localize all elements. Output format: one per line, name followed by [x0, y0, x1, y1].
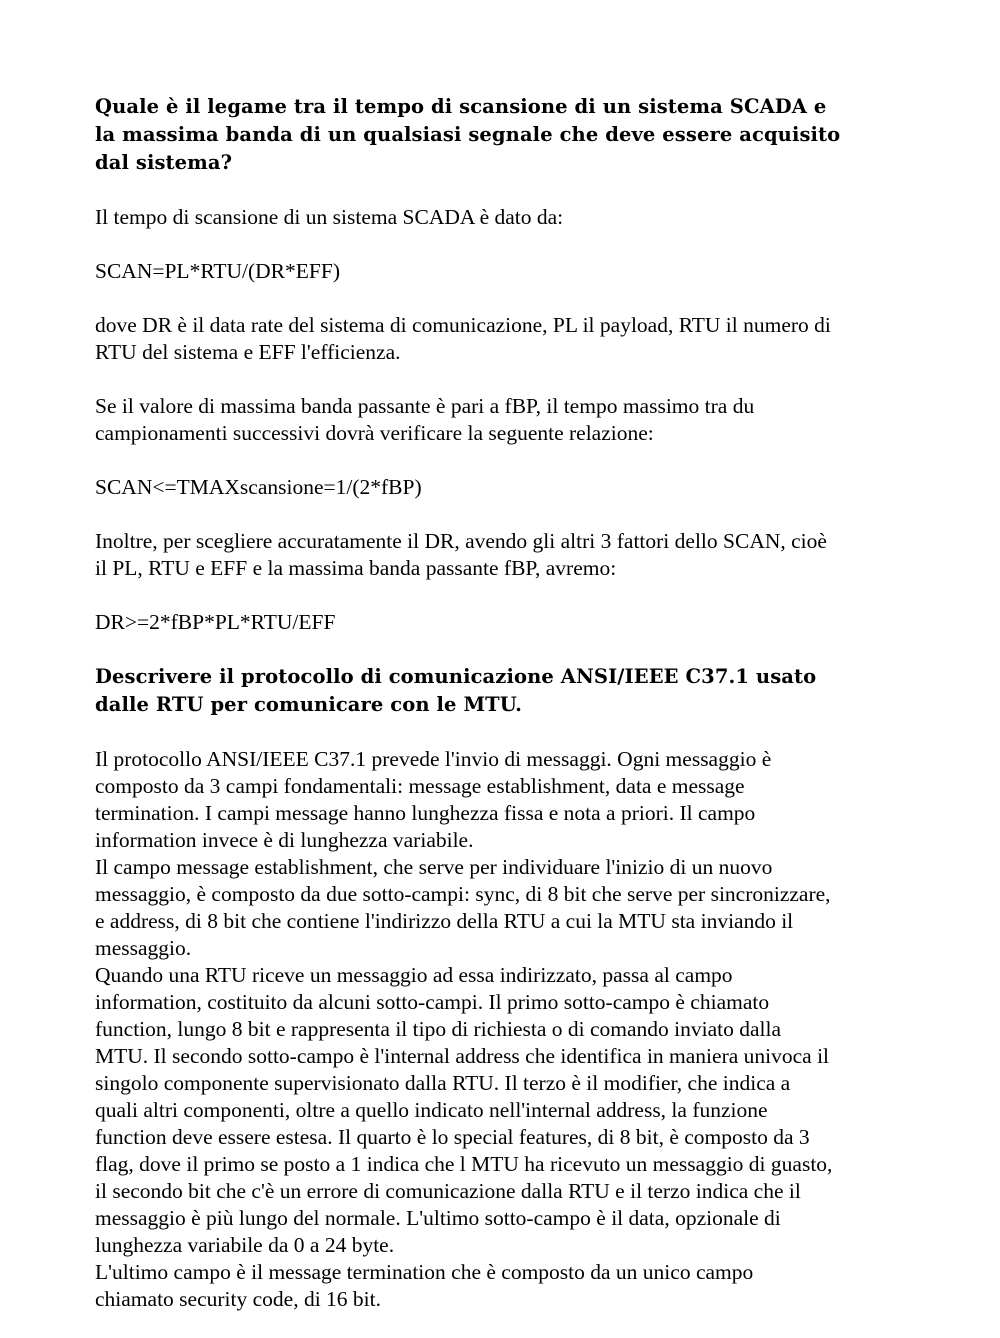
- heading-line: la massima banda di un qualsiasi segnale che deve essere acquisito: [95, 123, 841, 146]
- text-line: information, costituito da alcuni sotto-campi. Il primo sotto-campo è chiamato: [95, 990, 770, 1014]
- scan-constraint-formula: SCAN<=TMAXscansione=1/(2*fBP): [95, 475, 422, 499]
- datarate-formula: DR>=2*fBP*PL*RTU/EFF: [95, 610, 336, 634]
- text-line: flag, dove il primo se posto a 1 indica che l MTU ha ricevuto un messaggio di guasto,: [95, 1152, 833, 1176]
- text-line: singolo componente supervisionato dalla RTU. Il terzo è il modifier, che indica a: [95, 1071, 791, 1095]
- protocol-description: [95, 746, 910, 1313]
- heading-line: Descrivere il protocollo di comunicazione ANSI/IEEE C37.1 usato: [95, 665, 817, 688]
- text-line: il PL, RTU e EFF e la massima banda passante fBP, avremo:: [95, 556, 617, 580]
- heading-line: dalle RTU per comunicare con le MTU.: [95, 693, 522, 716]
- text-line: dove DR è il data rate del sistema di comunicazione, PL il payload, RTU il numero di: [95, 313, 831, 337]
- text-line: information invece è di lunghezza variabile.: [95, 828, 474, 852]
- text-line: RTU del sistema e EFF l'efficienza.: [95, 340, 401, 364]
- text-line: function, lungo 8 bit e rappresenta il tipo di richiesta o di comando inviato dalla: [95, 1017, 782, 1041]
- text-line: Il campo message establishment, che serve per individuare l'inizio di un nuovo: [95, 855, 773, 879]
- bandwidth-paragraph: [95, 393, 910, 447]
- text-line: messaggio.: [95, 936, 192, 960]
- text-line: function deve essere estesa. Il quarto è lo special features, di 8 bit, è composto da 3: [95, 1125, 810, 1149]
- text-line: Se il valore di massima banda passante è pari a fBP, il tempo massimo tra du: [95, 394, 755, 418]
- text-line: L'ultimo campo è il message termination che è composto da un unico campo: [95, 1260, 754, 1284]
- intro-paragraph: Il tempo di scansione di un sistema SCADA è dato da:: [95, 205, 564, 229]
- text-line: e address, di 8 bit che contiene l'indirizzo della RTU a cui la MTU sta inviando il: [95, 909, 794, 933]
- text-line: Il protocollo ANSI/IEEE C37.1 prevede l'invio di messaggi. Ogni messaggio è: [95, 747, 772, 771]
- text-line: composto da 3 campi fondamentali: message establishment, data e message: [95, 774, 745, 798]
- question-1-heading: [95, 93, 910, 177]
- text-line: quali altri componenti, oltre a quello indicato nell'internal address, la funzione: [95, 1098, 768, 1122]
- text-line: termination. I campi message hanno lunghezza fissa e nota a priori. Il campo: [95, 801, 756, 825]
- text-line: il secondo bit che c'è un errore di comunicazione dalla RTU e il terzo indica che il: [95, 1179, 801, 1203]
- scan-formula: SCAN=PL*RTU/(DR*EFF): [95, 259, 340, 283]
- text-line: Inoltre, per scegliere accuratamente il DR, avendo gli altri 3 fattori dello SCAN, cioè: [95, 529, 827, 553]
- text-line: MTU. Il secondo sotto-campo è l'internal address che identifica in maniera univoca il: [95, 1044, 830, 1068]
- text-line: messaggio è più lungo del normale. L'ultimo sotto-campo è il data, opzionale di: [95, 1206, 781, 1230]
- question-2-heading: [95, 663, 910, 719]
- datarate-choice-paragraph: [95, 528, 910, 582]
- document-page: [95, 93, 910, 1313]
- text-line: lunghezza variabile da 0 a 24 byte.: [95, 1233, 395, 1257]
- variables-explanation: [95, 312, 910, 366]
- text-line: Quando una RTU riceve un messaggio ad essa indirizzato, passa al campo: [95, 963, 733, 987]
- text-line: campionamenti successivi dovrà verificare la seguente relazione:: [95, 421, 654, 445]
- heading-line: Quale è il legame tra il tempo di scansione di un sistema SCADA e: [95, 95, 827, 118]
- text-line: chiamato security code, di 16 bit.: [95, 1287, 381, 1311]
- text-line: messaggio, è composto da due sotto-campi: sync, di 8 bit che serve per sincronizzare,: [95, 882, 831, 906]
- heading-line: dal sistema?: [95, 151, 233, 174]
